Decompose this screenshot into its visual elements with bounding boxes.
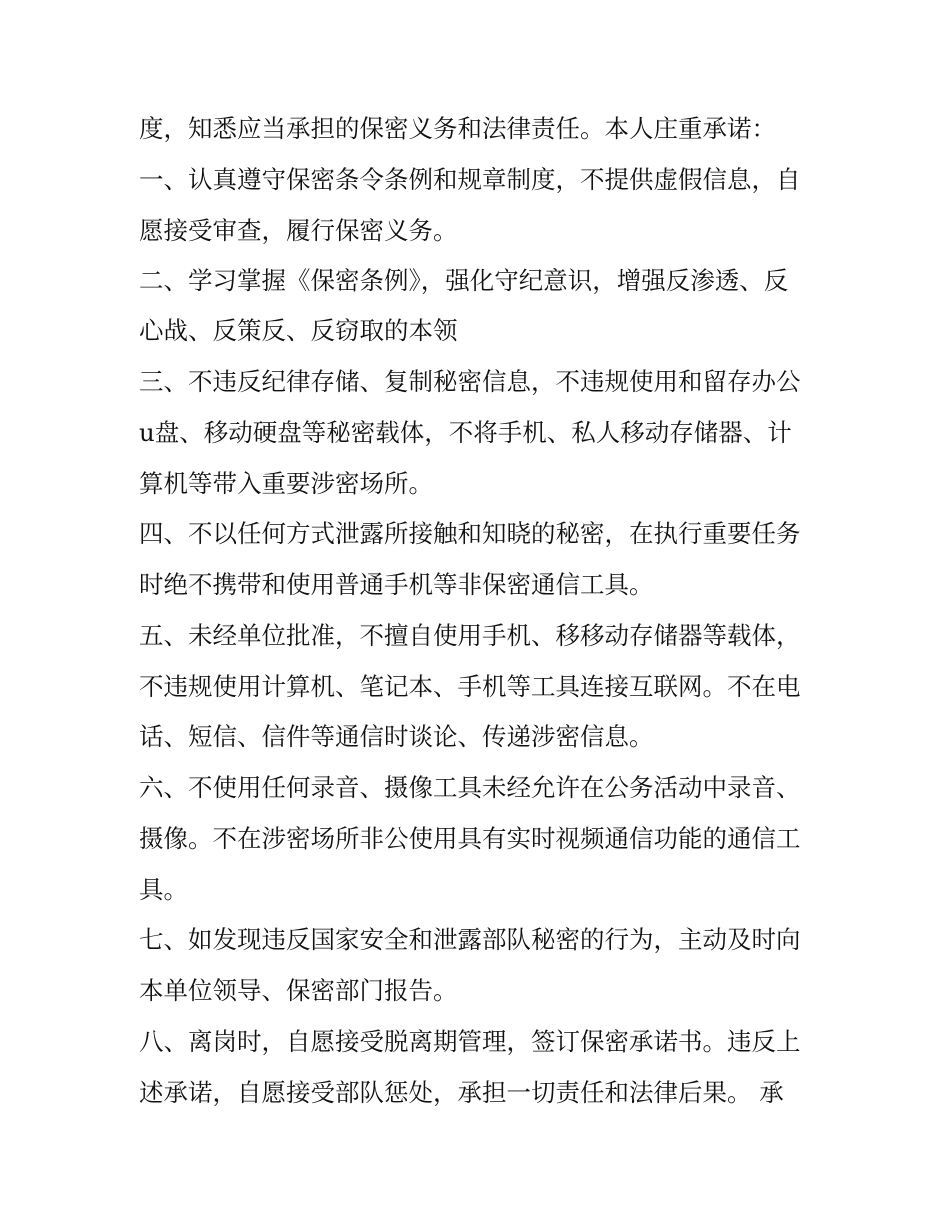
text-line-item-5-c: 话、短信、信件等通信时谈论、传递涉密信息。 [139, 722, 654, 751]
text-line-item-4-a: 四、不以任何方式泄露所接触和知晓的秘密，在执行重要任务 [139, 519, 801, 548]
text-line-item-1-a: 一、认真遵守保密条令条例和规章制度，不提供虚假信息，自 [139, 165, 801, 194]
text-line-item-8-b: 述承诺，自愿接受部队惩处，承担一切责任和法律后果。 承 [139, 1078, 784, 1107]
text-line-item-5-b: 不违规使用计算机、笔记本、手机等工具连接互联网。不在电 [139, 672, 801, 701]
text-line-item-5-a: 五、未经单位批准，不擅自使用手机、移移动存储器等载体， [139, 621, 801, 650]
text-line-item-3-b: u盘、移动硬盘等秘密载体，不将手机、私人移动存储器、计 [139, 418, 792, 447]
text-line-item-2-b: 心战、反策反、反窃取的本领 [139, 316, 458, 345]
text-line-item-3-c: 算机等带入重要涉密场所。 [139, 469, 433, 498]
text-line-intro: 度，知悉应当承担的保密义务和法律责任。本人庄重承诺： [139, 114, 776, 143]
text-line-item-8-a: 八、离岗时，自愿接受脱离期管理，签订保密承诺书。违反上 [139, 1027, 801, 1056]
text-line-item-7-a: 七、如发现违反国家安全和泄露部队秘密的行为，主动及时向 [139, 925, 801, 954]
text-line-item-6-a: 六、不使用任何录音、摄像工具未经允许在公务活动中录音、 [139, 773, 801, 802]
text-line-item-1-b: 愿接受审查，履行保密义务。 [139, 216, 458, 245]
text-line-item-6-c: 具。 [139, 875, 188, 904]
text-line-item-4-b: 时绝不携带和使用普通手机等非保密通信工具。 [139, 570, 654, 599]
text-line-item-7-b: 本单位领导、保密部门报告。 [139, 976, 458, 1005]
text-line-item-6-b: 摄像。不在涉密场所非公使用具有实时视频通信功能的通信工 [139, 824, 801, 853]
text-line-item-3-a: 三、不违反纪律存储、复制秘密信息，不违规使用和留存办公 [139, 367, 801, 396]
text-line-item-2-a: 二、学习掌握《保密条例》，强化守纪意识，增强反渗透、反 [139, 266, 789, 295]
